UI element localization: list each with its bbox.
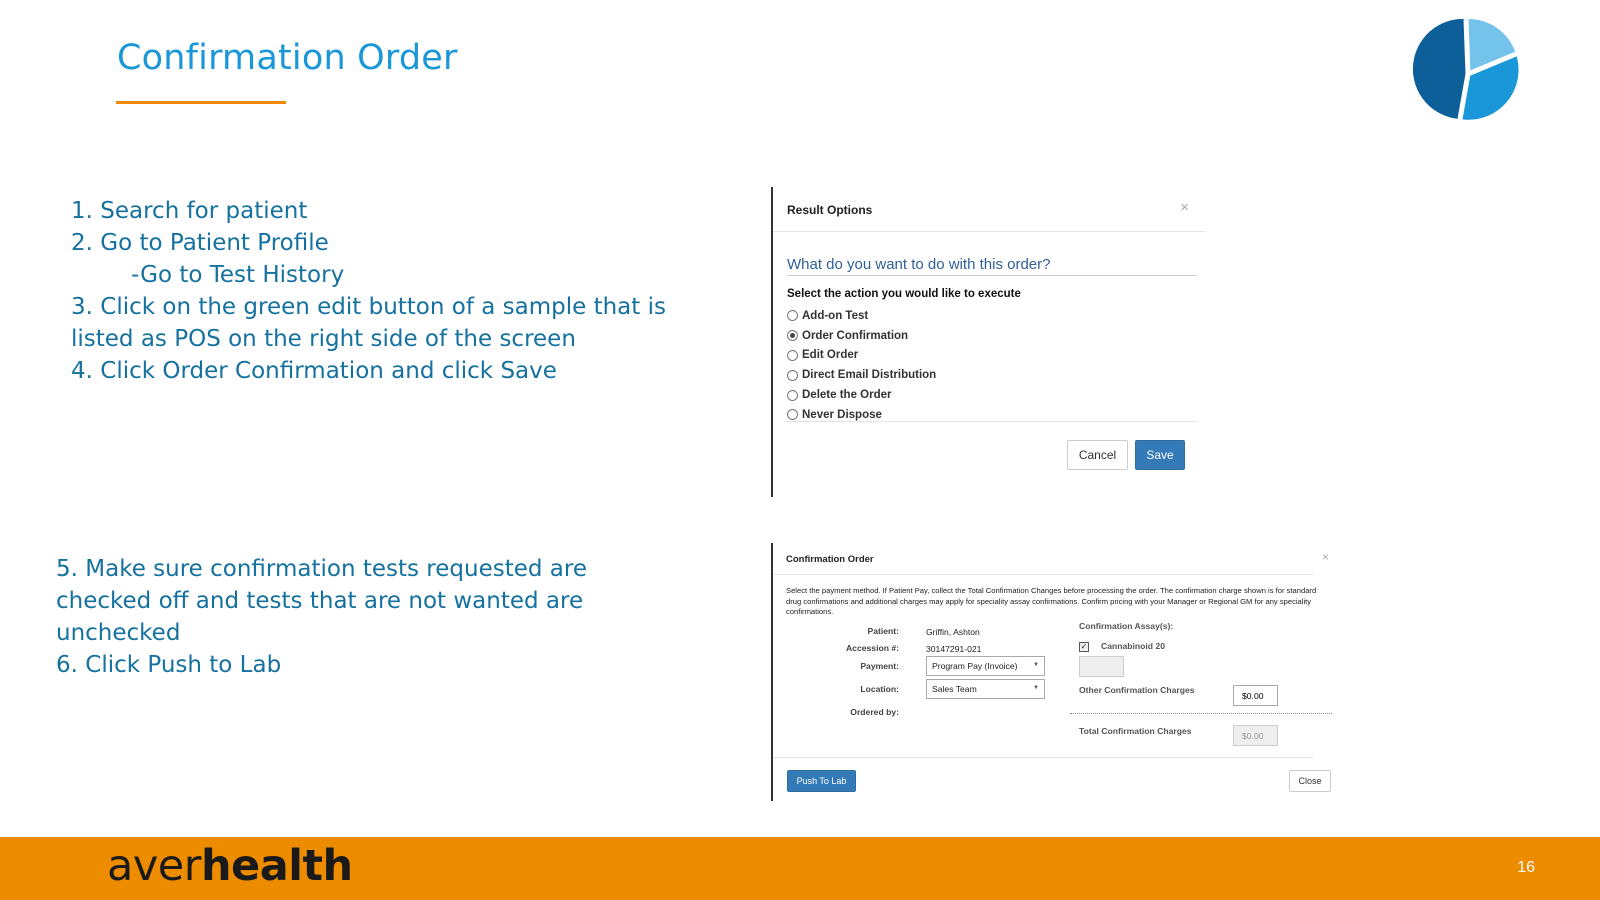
assay-name: Cannabinoid 20 [1101,641,1165,651]
option-order-confirmation[interactable] [787,326,936,346]
step-5-cont-2: unchecked [56,620,181,646]
step-6: 6. Click Push to Lab [56,652,282,678]
dialog-title: Result Options [787,203,873,217]
total-charges-label: Total Confirmation Charges [1079,726,1192,736]
radio-button-selected[interactable] [787,330,798,341]
other-charges-label: Other Confirmation Charges [1079,685,1195,695]
push-to-lab-button[interactable]: Push To Lab [787,770,856,792]
option-edit-order[interactable] [787,346,936,366]
page-number: 16 [1517,859,1535,876]
accession-value: 30147291-021 [926,644,982,654]
cancel-button[interactable]: Cancel [1067,440,1128,470]
option-label: Never Dispose [802,408,882,421]
chevron-down-icon: ▼ [1033,662,1039,668]
assay-checkbox[interactable]: ✓ [1080,642,1088,651]
radio-button[interactable] [787,370,798,381]
location-value: Sales Team [932,684,977,694]
divider [787,421,1197,422]
divider [773,574,1313,575]
step-4: 4. Click Order Confirmation and click Save [71,358,557,384]
close-icon[interactable]: × [1180,199,1189,216]
option-label: Edit Order [802,349,859,362]
ordered-by-label: Ordered by: [850,707,899,717]
option-label: Add-on Test [802,309,869,322]
company-logo-icon [1413,16,1519,122]
payment-label: Payment: [860,661,899,671]
steps-list-2 [56,553,587,681]
result-options-dialog [771,187,1205,497]
dialog-question: What do you want to do with this order? [787,256,1051,273]
brand-logo [107,841,353,891]
option-direct-email-distribution[interactable] [787,365,936,385]
chevron-down-icon: ▼ [1033,685,1039,691]
title-underline [116,101,286,104]
save-button[interactable]: Save [1135,440,1185,470]
confirmation-order-dialog [771,543,1343,801]
radio-button[interactable] [787,310,798,321]
option-label: Order Confirmation [802,329,909,342]
step-2-sub: -Go to Test History [131,262,345,288]
option-label: Direct Email Distribution [802,369,937,382]
action-radio-group [787,306,936,425]
step-2: 2. Go to Patient Profile [71,230,329,256]
slide-title: Confirmation Order [117,38,458,78]
other-charges-input[interactable]: $0.00 [1233,685,1278,706]
divider [787,275,1197,276]
step-5: 5. Make sure confirmation tests requested are [56,556,587,582]
brand-light: aver [107,841,201,891]
accession-label: Accession #: [845,643,899,653]
payment-select[interactable] [926,656,1045,676]
step-3: 3. Click on the green edit button of a sample that is [71,294,666,320]
payment-value: Program Pay (Invoice) [932,661,1018,671]
step-1: 1. Search for patient [71,198,308,224]
patient-value: Griffin, Ashton [926,627,980,637]
divider [773,231,1205,232]
radio-button[interactable] [787,350,798,361]
location-select[interactable] [926,679,1045,699]
radio-button[interactable] [787,390,798,401]
patient-label: Patient: [867,626,899,636]
option-delete-order[interactable] [787,385,936,405]
close-button[interactable]: Close [1289,770,1331,792]
footer-bar [0,837,1600,900]
assays-label: Confirmation Assay(s): [1079,621,1174,631]
assay-blank-field[interactable] [1079,656,1124,677]
step-3-cont: listed as POS on the right side of the screen [71,326,576,352]
radio-button[interactable] [787,409,798,420]
close-icon[interactable]: × [1321,550,1329,564]
total-charges-field: $0.00 [1233,725,1278,746]
dialog-title: Confirmation Order [786,554,874,565]
payment-description: Select the payment method. If Patient Pay, collect the Total Confirmation Changes before processing the order. The confirmation charge shown is for standard drug confirmations and additional charges may apply for speciality assay confirmations. Confirm pricing with your Manager or Regional GM for any speciality confirmations. [786,586,1317,616]
dotted-divider [1070,713,1332,714]
step-5-cont: checked off and tests that are not wanted are [56,588,584,614]
steps-list-1 [71,195,666,387]
action-label: Select the action you would like to execute [787,288,1021,300]
option-label: Delete the Order [802,389,892,402]
brand-bold: health [200,841,353,891]
divider [773,757,1313,758]
location-label: Location: [860,684,899,694]
option-add-on-test[interactable] [787,306,936,326]
